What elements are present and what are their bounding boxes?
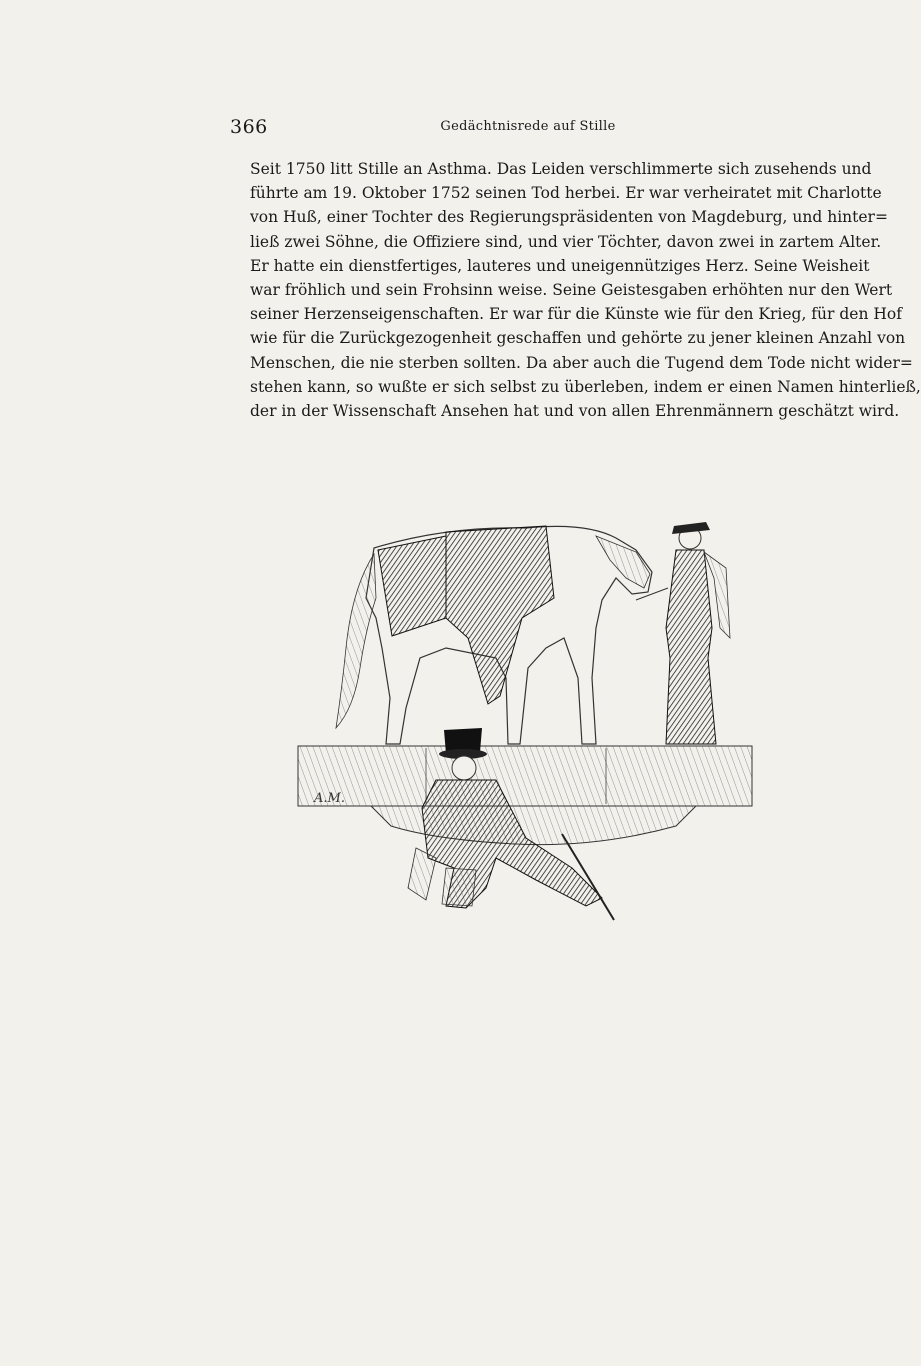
text-line: der in der Wissenschaft Ansehen hat und von allen Ehrenmännern geschätzt wird. [250,402,900,421]
text-line: ließ zwei Söhne, die Offiziere sind, und vier Töchter, davon zwei in zartem Alter. [250,232,882,251]
text-line: Er hatte ein dienstfertiges, lauteres und uneigennütziges Herz. Seine Weisheit [250,256,870,275]
text-line: Menschen, die nie sterben sollten. Da aber auch die Tugend dem Tode nicht wider= [250,353,913,372]
text-line: Seit 1750 litt Stille an Asthma. Das Leiden verschlimmerte sich zusehends und [250,160,872,178]
text-line: von Huß, einer Tochter des Regierungspräsidenten von Magdeburg, und hinter= [250,208,888,227]
text-line: seiner Herzenseigenschaften. Er war für die Künste wie für den Krieg, für den Hof [250,305,902,324]
standing-figure [636,522,730,744]
stone-ledge [298,746,752,845]
paragraph [230,254,921,423]
artist-signature: A.M. [314,791,345,806]
text-line: stehen kann, so wußte er sich selbst zu überleben, indem er einen Namen hinterließ, [250,377,921,396]
body-text [230,157,921,423]
horse-figure [336,526,652,744]
text-line: war fröhlich und sein Frohsinn weise. Seine Geistesgaben erhöhten nur den Wert [250,281,893,300]
text-line: führte am 19. Oktober 1752 seinen Tod herbei. Er war verheiratet mit Charlotte [250,184,882,203]
etching-illustration [296,508,756,928]
paragraph [230,157,888,254]
running-title: Gedächtnisrede auf Stille [440,119,616,134]
page-number: 366 [230,116,268,138]
text-line: wie für die Zurückgezogenheit geschaffen und gehörte zu jener kleinen Anzahl von [250,329,906,348]
